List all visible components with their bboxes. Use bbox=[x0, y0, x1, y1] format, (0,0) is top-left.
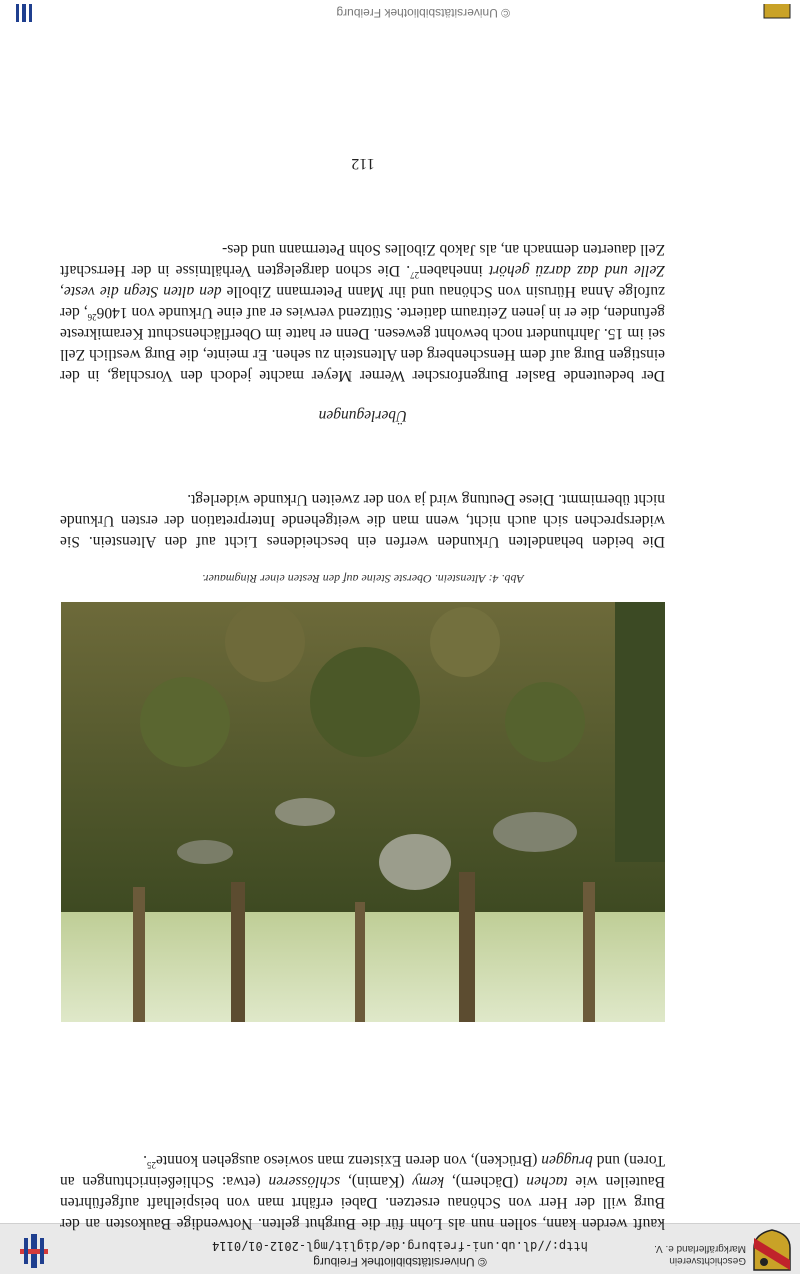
footnote-ref-26[interactable]: 26 bbox=[87, 312, 97, 323]
para1-text-b: (Dächern), bbox=[444, 1173, 527, 1190]
para3-text-a: Der bedeutende Basler Burgenforscher Werner Meyer machte jedoch den Vorschlag, in der einstigen Burg auf dem Henschenberg den Altenstein zu sehen. Er meinte, die Burg westlich Zell sei im 15. Jahrhundert noch bewohnt gewesen. Denn er hatte im Oberflächenschutt Keramikreste gefunden, die er in jenen Zeitraum datierte. Stützend verwies er auf eine Urkunde von 1406 bbox=[60, 304, 665, 384]
permalink-url[interactable]: http://dl.ub.uni-freiburg.de/diglit/mgl-2012-01/0114 bbox=[212, 1239, 588, 1253]
figure-caption: Abb. 4: Altenstein. Oberste Steine auf den Resten einer Ringmauer. bbox=[202, 572, 524, 586]
para1-text-a: kauft werden kann, sollen nun als Lohn für die Burghut gelten. Notwendige Baukosten an der Burg will der Herr von Schönau ersetzen. Dabei erfährt man von beispielhaft aufgeführten Bauteilen wie bbox=[60, 1173, 665, 1232]
paragraph-3 bbox=[60, 239, 665, 386]
coat-of-arms-logo bbox=[752, 1228, 792, 1272]
para1-italic-3: schlösseren bbox=[268, 1173, 341, 1190]
para2-text: Die beiden behandelten Urkunden werfen ein bescheidenes Licht auf den Altenstein. Sie widersprechen sich auch nicht, wenn man die weitgehende Interpretation der ersten Urkunde nicht übernimmt. Diese Deutung wird ja von der zweiten Urkunde widerlegt. bbox=[60, 491, 665, 550]
para1-italic-1: tachen bbox=[526, 1173, 568, 1190]
coat-of-arms-logo-partial bbox=[762, 4, 792, 20]
footer-copyright: © Universitätsbibliothek Freiburg bbox=[336, 6, 510, 20]
footnote-ref-27[interactable]: 27 bbox=[410, 270, 420, 281]
figure-photo-altenstein bbox=[61, 602, 665, 1022]
para3-text-d: . Die schon dargelegten Verhältnisse in der Herrschaft Zell dauerten demnach an, als Jakob Zibolles Sohn Petermann und des- bbox=[60, 241, 665, 279]
paragraph-2 bbox=[60, 489, 665, 552]
para3-text-c: innehaben bbox=[419, 262, 489, 279]
footnote-ref-25[interactable]: 25 bbox=[146, 1160, 156, 1171]
copyright-text: © Universitätsbibliothek Freiburg bbox=[313, 1255, 487, 1269]
para1-text-f: . bbox=[143, 1152, 147, 1169]
para1-text-e: (Brücken), von deren Existenz man sowieso ausgehen konnte bbox=[155, 1152, 542, 1169]
viewer-footer-snippet bbox=[0, 0, 800, 28]
para1-text-c: (Kamin), bbox=[340, 1173, 413, 1190]
para1-text-d: (etwa: Schließeinrichtungen an Toren) und bbox=[60, 1152, 665, 1190]
para1-italic-4: bruggen bbox=[541, 1152, 593, 1169]
page-number: 112 bbox=[351, 155, 375, 172]
org-name: Geschichtsverein Markgräflerland e. V. bbox=[654, 1243, 746, 1266]
library-logo-partial bbox=[14, 4, 34, 22]
section-heading: Überlegungen bbox=[318, 407, 408, 424]
header-center bbox=[180, 1238, 620, 1270]
para3-italic-quote: den alten Stegn die veste, Zelle und daz darzü gehört bbox=[60, 262, 665, 300]
para3-text-b: , der zufolge Anna Hürusin von Schönau und ihr Mann Petermann Zibolle bbox=[60, 283, 665, 321]
paragraph-1 bbox=[60, 1150, 665, 1234]
para1-italic-2: kemy bbox=[412, 1173, 445, 1190]
library-logo bbox=[14, 1230, 54, 1270]
